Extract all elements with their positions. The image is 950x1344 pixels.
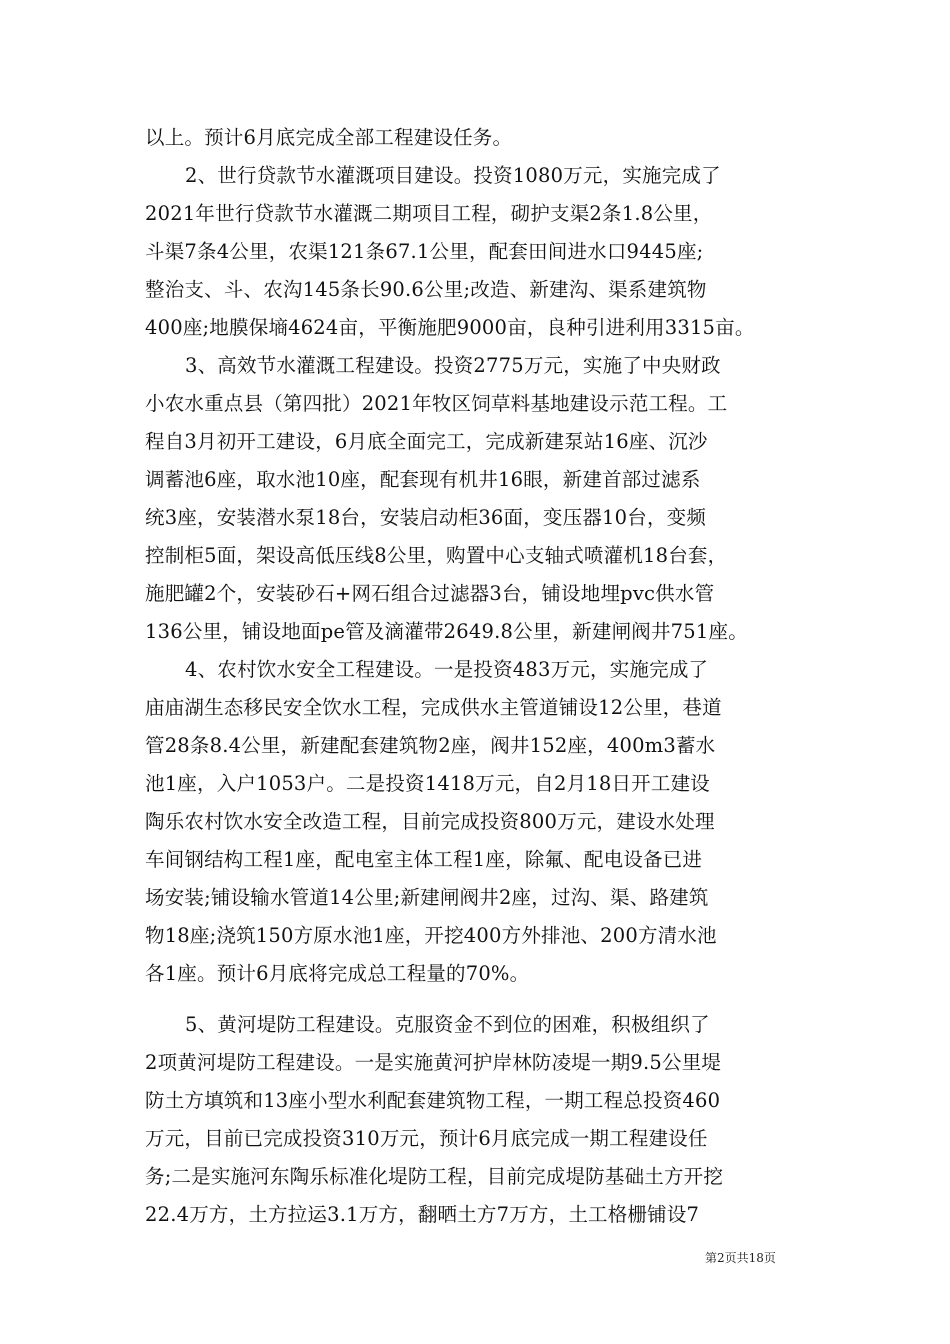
paragraph-3-start: 3、高效节水灌溉工程建设。投资2775万元，实施了中央财政 (185, 354, 721, 377)
text-line: 统3座，安装潜水泵18台，安装启动柜36面，变压器10台，变频 (145, 506, 707, 529)
text-line: 22.4万方，土方拉运3.1万方，翻晒土方7万方，土工格栅铺设7 (145, 1203, 700, 1226)
text-line: 小农水重点县（第四批）2021年牧区饲草料基地建设示范工程。工 (145, 392, 728, 415)
text-line: 程自3月初开工建设，6月底全面完工，完成新建泵站16座、沉沙 (145, 430, 708, 453)
text-line: 斗渠7条4公里，农渠121条67.1公里，配套田间进水口9445座; (145, 240, 704, 263)
paragraph-5-start: 5、黄河堤防工程建设。克服资金不到位的困难，积极组织了 (185, 1013, 710, 1036)
text-line: 各1座。预计6月底将完成总工程量的70%。 (145, 962, 530, 985)
text-line: 池1座，入户1053户。二是投资1418万元，自2月18日开工建设 (145, 772, 710, 795)
text-line: 陶乐农村饮水安全改造工程，目前完成投资800万元，建设水处理 (145, 810, 715, 833)
text-line: 防土方填筑和13座小型水利配套建筑物工程，一期工程总投资460 (145, 1089, 721, 1112)
text-line: 务;二是实施河东陶乐标准化堤防工程，目前完成堤防基础土方开挖 (145, 1165, 724, 1188)
text-line: 万元，目前已完成投资310万元，预计6月底完成一期工程建设任 (145, 1127, 708, 1150)
text-line: 车间钢结构工程1座，配电室主体工程1座，除氟、配电设备已进 (145, 848, 703, 871)
text-line: 调蓄池6座，取水池10座，配套现有机井16眼，新建首部过滤系 (145, 468, 701, 491)
text-line: 庙庙湖生态移民安全饮水工程，完成供水主管道铺设12公里，巷道 (145, 696, 722, 719)
text-line: 控制柜5面，架设高低压线8公里，购置中心支轴式喷灌机18台套， (145, 544, 728, 567)
paragraph-4-start: 4、农村饮水安全工程建设。一是投资483万元，实施完成了 (185, 658, 709, 681)
text-line: 施肥罐2个，安装砂石+网石组合过滤器3台，铺设地埋pvc供水管 (145, 582, 715, 605)
text-line: 2项黄河堤防工程建设。一是实施黄河护岸林防凌堤一期9.5公里堤 (145, 1051, 722, 1074)
paragraph-2-start: 2、世行贷款节水灌溉项目建设。投资1080万元，实施完成了 (185, 164, 721, 187)
text-line: 管28条8.4公里，新建配套建筑物2座，阀井152座，400m3蓄水 (145, 734, 716, 757)
text-line: 以上。预计6月底完成全部工程建设任务。 (145, 126, 513, 149)
text-line: 物18座;浇筑150方原水池1座，开挖400方外排池、200方清水池 (145, 924, 717, 947)
text-line: 整治支、斗、农沟145条长90.6公里;改造、新建沟、渠系建筑物 (145, 278, 707, 301)
text-line: 场安装;铺设输水管道14公里;新建闸阀井2座，过沟、渠、路建筑 (145, 886, 709, 909)
text-line: 136公里，铺设地面pe管及滴灌带2649.8公里，新建闸阀井751座。 (145, 620, 748, 643)
text-line: 400座;地膜保墒4624亩，平衡施肥9000亩，良种引进利用3315亩。 (145, 316, 755, 339)
text-line: 2021年世行贷款节水灌溉二期项目工程，砌护支渠2条1.8公里， (145, 202, 713, 225)
page-number: 第2页共18页 (705, 1251, 776, 1265)
